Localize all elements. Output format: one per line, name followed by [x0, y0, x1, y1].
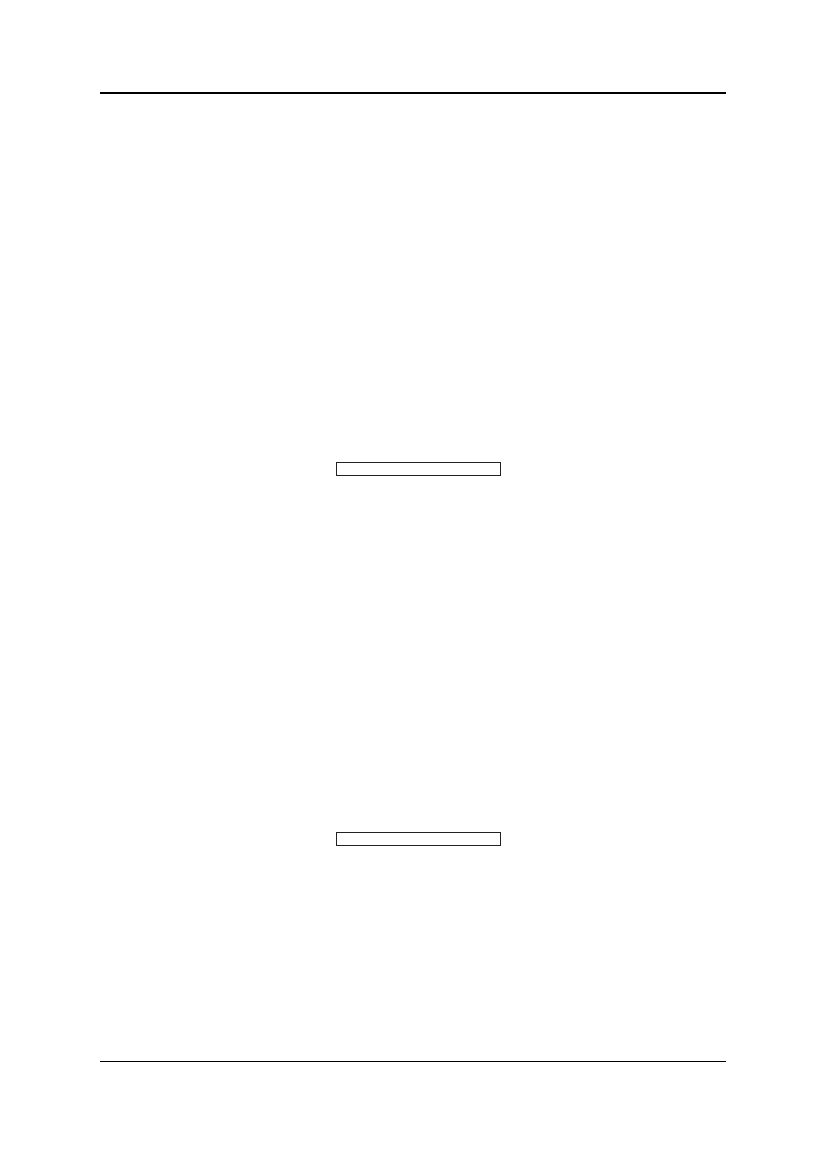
- figure-velocity-longitude-1: [0, 0, 826, 370]
- colorbar: [336, 832, 501, 846]
- heatmap-canvas: [233, 603, 592, 783]
- figure-velocity-longitude-2: [0, 370, 826, 740]
- page-footer: [100, 1061, 726, 1071]
